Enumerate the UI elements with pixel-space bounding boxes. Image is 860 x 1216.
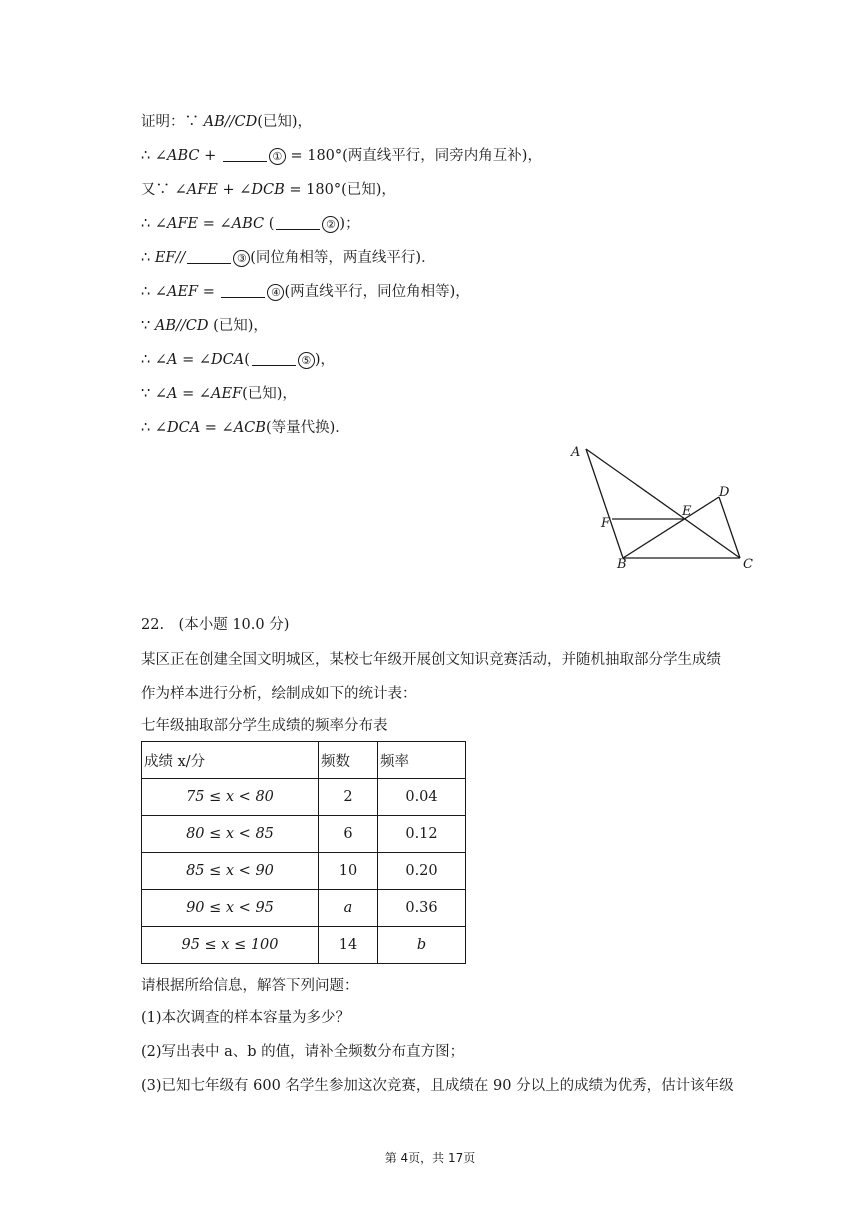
table-row: 75 ≤ x < 80 2 0.04 xyxy=(142,779,466,816)
proof-line-7: ∵ AB//CD (已知)， xyxy=(141,318,268,334)
table-row: 90 ≤ x < 95 a 0.36 xyxy=(142,890,466,927)
table-header-row xyxy=(142,742,466,779)
proof-line-5: ∴ EF// ③ (同位角相等，两直线平行)． xyxy=(141,250,436,266)
sub-question-1: (1)本次调查的样本容量为多少？ xyxy=(141,1010,351,1026)
label-f: F xyxy=(601,516,611,531)
blank-marker-2: ② xyxy=(322,216,339,233)
segment-dc xyxy=(719,497,740,558)
segment-ac xyxy=(586,449,740,558)
segment-ab xyxy=(586,449,623,558)
proof-line-10: ∴ ∠DCA = ∠ACB(等量代换)． xyxy=(141,420,350,436)
label-e: E xyxy=(682,504,692,519)
question-22-paragraph-1: 某区正在创建全国文明城区，某校七年级开展创文知识竞赛活动，并随机抽取部分学生成绩 xyxy=(141,652,721,668)
proof-line-4: ∴ ∠AFE = ∠ABC ( ② )； xyxy=(141,216,360,232)
instruction-text: 请根据所给信息，解答下列问题： xyxy=(141,978,359,994)
blank-marker-5: ⑤ xyxy=(298,352,315,369)
page-footer: 第 4页，共 17页 xyxy=(384,1151,476,1165)
label-b: B xyxy=(617,557,627,572)
fill-blank-2[interactable] xyxy=(276,215,320,230)
question-22-header: 22. (本小题 10.0 分) xyxy=(141,617,290,633)
proof-line-9: ∵ ∠A = ∠AEF(已知)， xyxy=(141,386,297,402)
fill-blank-1[interactable] xyxy=(223,147,267,162)
table-title: 七年级抽取部分学生成绩的频率分布表 xyxy=(141,718,388,734)
geometry-figure xyxy=(560,440,770,580)
fill-blank-4[interactable] xyxy=(221,283,265,298)
fill-blank-5[interactable] xyxy=(252,351,296,366)
label-a: A xyxy=(571,445,581,460)
proof-line-3: 又∵ ∠AFE + ∠DCB = 180°(已知)， xyxy=(141,182,396,198)
sub-question-3: (3)已知七年级有 600 名学生参加这次竞赛，且成绩在 90 分以上的成绩为优秀，估计该年级 xyxy=(141,1078,734,1094)
sub-question-2: (2)写出表中 a、b 的值，请补全频数分布直方图； xyxy=(141,1044,465,1060)
header-count: 频数 xyxy=(319,742,378,779)
table-row: 80 ≤ x < 85 6 0.12 xyxy=(142,816,466,853)
label-c: C xyxy=(743,557,753,572)
table-row: 85 ≤ x < 90 10 0.20 xyxy=(142,853,466,890)
question-22-paragraph-2: 作为样本进行分析，绘制成如下的统计表： xyxy=(141,686,417,702)
label-d: D xyxy=(719,485,730,500)
frequency-table xyxy=(141,741,466,964)
proof-line-1: 证明：∵ AB//CD(已知)， xyxy=(141,114,313,130)
fill-blank-3[interactable] xyxy=(187,249,231,264)
header-frequency: 频率 xyxy=(378,742,466,779)
blank-marker-1: ① xyxy=(269,148,286,165)
proof-line-8: ∴ ∠A = ∠DCA( ⑤ )， xyxy=(141,352,336,368)
proof-line-6: ∴ ∠AEF = ④ (两直线平行，同位角相等)， xyxy=(141,284,470,300)
blank-marker-3: ③ xyxy=(233,250,250,267)
proof-line-2: ∴ ∠ABC + ① = 180°(两直线平行，同旁内角互补)， xyxy=(141,148,542,164)
table-row: 95 ≤ x ≤ 100 14 b xyxy=(142,927,466,964)
header-score: 成绩 x/分 xyxy=(142,742,319,779)
blank-marker-4: ④ xyxy=(267,284,284,301)
segment-bd xyxy=(623,497,719,558)
